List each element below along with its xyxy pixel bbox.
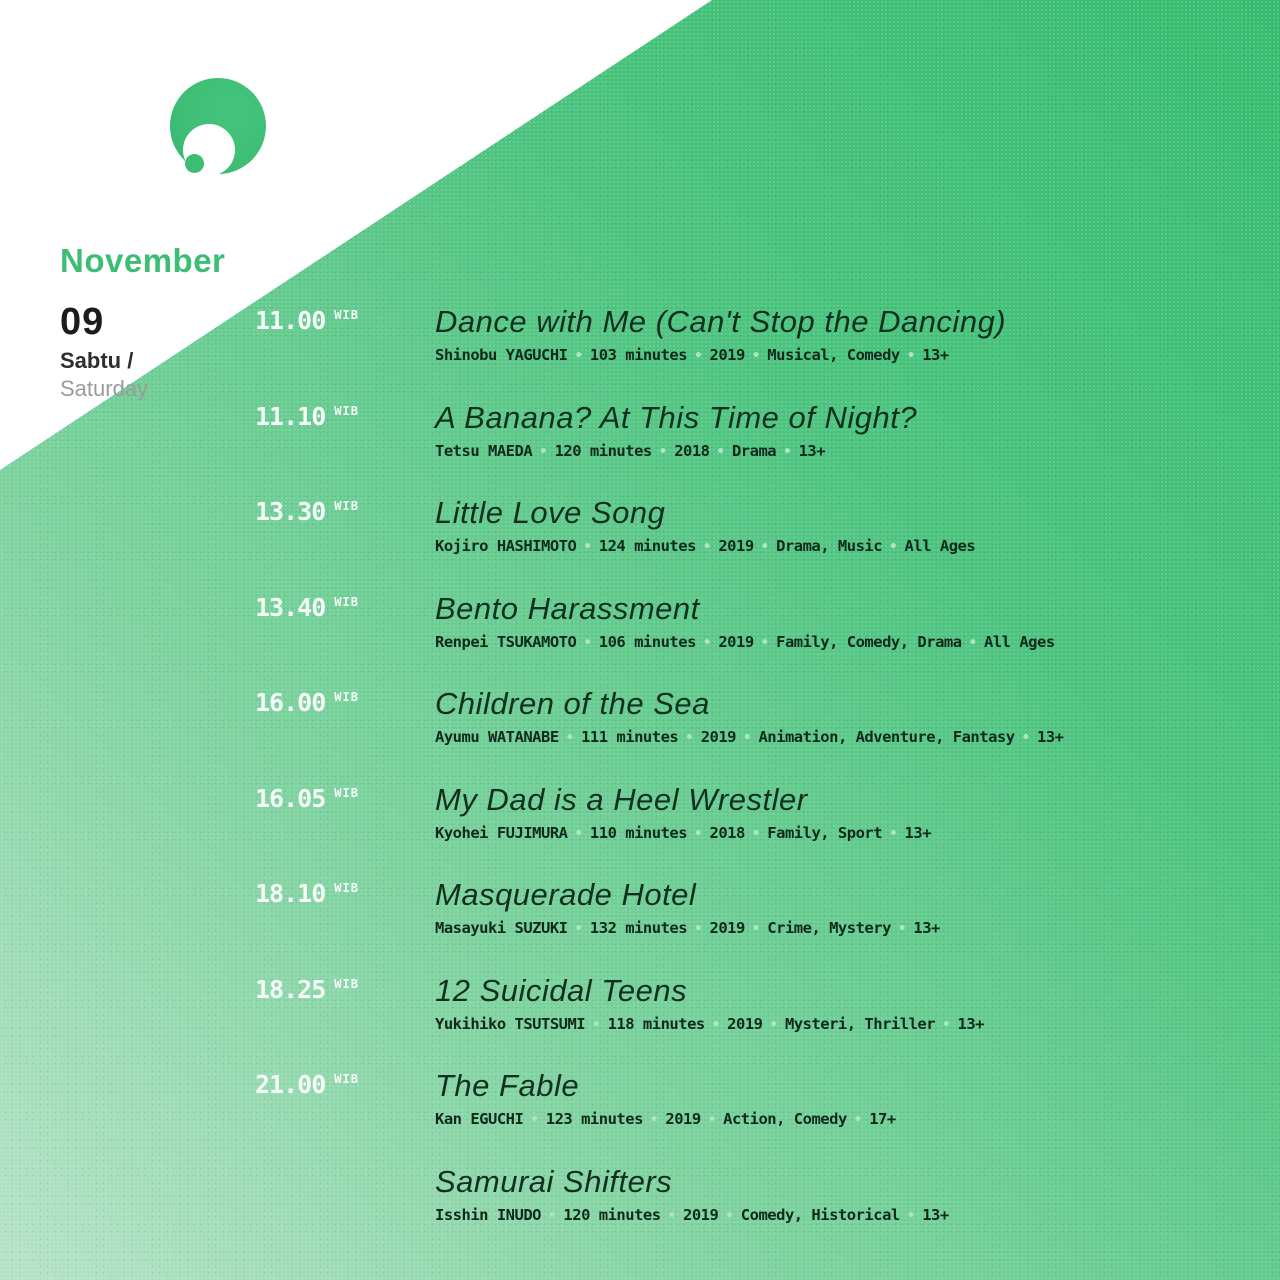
schedule-entry	[255, 1067, 1255, 1163]
screening-time: 21.00	[255, 1070, 326, 1099]
timezone-label: WIB	[334, 308, 359, 322]
film-info	[435, 781, 1255, 842]
film-genres: Drama, Music	[776, 537, 883, 556]
film-info	[435, 303, 1255, 364]
bullet-separator: •	[574, 921, 583, 938]
timezone-label: WIB	[334, 499, 359, 513]
film-genres: Drama	[731, 441, 777, 460]
screening-time-column	[255, 781, 435, 813]
film-title: Little Love Song	[435, 495, 666, 530]
screening-time: 13.40	[255, 592, 326, 622]
film-meta-line	[435, 824, 1255, 842]
film-genres: Animation, Adventure, Fantasy	[758, 728, 1015, 747]
japanese-film-festival-logo-icon	[170, 78, 270, 183]
film-info	[435, 972, 1255, 1033]
film-meta-line	[435, 346, 1255, 364]
bullet-separator: •	[853, 1112, 863, 1129]
bullet-separator: •	[725, 1207, 734, 1224]
film-director: Kan EGUCHI	[435, 1110, 524, 1129]
film-rating: 13+	[904, 823, 932, 842]
film-rating: 13+	[798, 441, 826, 460]
schedule-entry	[255, 399, 1255, 495]
schedule-entry	[255, 972, 1255, 1068]
film-rating: All Ages	[904, 537, 976, 556]
film-title: Masquerade Hotel	[435, 877, 697, 912]
film-title: 12 Suicidal Teens	[435, 972, 688, 1008]
bullet-separator: •	[711, 1016, 721, 1033]
bullet-separator: •	[769, 1016, 778, 1033]
film-director: Yukihiko TSUTSUMI	[435, 1014, 586, 1033]
screening-time: 16.05	[255, 783, 326, 813]
film-director: Ayumu WATANABE	[435, 728, 559, 747]
timezone-label: WIB	[334, 976, 359, 991]
film-director: Shinobu YAGUCHI	[435, 346, 568, 365]
film-meta-line	[435, 1015, 1255, 1033]
film-info	[435, 876, 1255, 937]
logo-dot	[185, 154, 204, 173]
bullet-separator: •	[685, 730, 694, 747]
film-title: Dance with Me (Can't Stop the Dancing)	[435, 304, 1007, 339]
film-duration: 120 minutes	[554, 441, 652, 460]
film-year: 2019	[700, 728, 737, 747]
bullet-separator: •	[707, 1112, 717, 1129]
film-director: Isshin INUDO	[435, 1205, 541, 1224]
schedule-entry	[255, 303, 1255, 399]
film-meta-line	[435, 633, 1255, 651]
film-title: Bento Harassment	[435, 590, 700, 626]
film-duration: 118 minutes	[607, 1014, 705, 1033]
film-title: Children of the Sea	[435, 686, 710, 721]
bullet-separator: •	[942, 1016, 951, 1033]
screening-time: 16.00	[255, 688, 326, 717]
schedule-entry	[255, 494, 1255, 590]
bullet-separator: •	[547, 1207, 557, 1224]
bullet-separator: •	[906, 1207, 916, 1224]
bullet-separator: •	[574, 825, 583, 842]
bullet-separator: •	[583, 539, 592, 556]
film-title: The Fable	[435, 1068, 580, 1103]
film-rating: All Ages	[984, 632, 1055, 651]
screening-time-column	[255, 399, 435, 431]
bullet-separator: •	[889, 825, 898, 842]
bullet-separator: •	[565, 730, 575, 747]
film-year: 2019	[665, 1110, 701, 1129]
film-info	[435, 590, 1255, 651]
film-meta-line	[435, 919, 1255, 937]
film-info	[435, 685, 1255, 746]
timezone-label: WIB	[334, 594, 359, 609]
film-info	[435, 1163, 1255, 1224]
screening-time: 18.10	[255, 879, 326, 908]
day-name-indonesian: Sabtu /	[60, 348, 134, 373]
film-duration: 110 minutes	[589, 823, 688, 842]
film-duration: 106 minutes	[598, 632, 696, 651]
film-genres: Comedy, Historical	[740, 1205, 900, 1224]
screening-time-column	[255, 972, 435, 1004]
bullet-separator: •	[783, 443, 792, 460]
screening-time-column	[255, 494, 435, 526]
film-year: 2019	[709, 346, 745, 365]
screening-time: 13.30	[255, 497, 326, 526]
schedule-entry	[255, 590, 1255, 686]
bullet-separator: •	[906, 348, 916, 365]
bullet-separator: •	[530, 1112, 539, 1129]
month-label: November	[60, 242, 226, 279]
film-director: Tetsu MAEDA	[435, 441, 533, 460]
screening-time-column	[255, 876, 435, 908]
film-rating: 13+	[913, 919, 940, 938]
film-meta-line	[435, 537, 1255, 555]
film-duration: 124 minutes	[598, 537, 696, 556]
bullet-separator: •	[760, 634, 770, 651]
film-info	[435, 494, 1255, 555]
bullet-separator: •	[702, 634, 712, 651]
film-duration: 123 minutes	[545, 1110, 643, 1129]
bullet-separator: •	[694, 825, 703, 842]
film-genres: Musical, Comedy	[767, 346, 900, 365]
film-meta-line	[435, 1110, 1255, 1128]
bullet-separator: •	[751, 921, 761, 938]
bullet-separator: •	[702, 539, 712, 556]
film-duration: 120 minutes	[563, 1205, 661, 1224]
film-year: 2019	[718, 632, 754, 651]
bullet-separator: •	[649, 1112, 659, 1129]
film-year: 2019	[718, 537, 754, 556]
screening-time: 18.25	[255, 974, 326, 1004]
bullet-separator: •	[694, 348, 703, 365]
film-title: Samurai Shifters	[435, 1163, 673, 1199]
film-year: 2018	[674, 441, 710, 460]
film-year: 2018	[709, 823, 745, 842]
film-title: My Dad is a Heel Wrestler	[435, 781, 808, 817]
screening-time-column	[255, 303, 435, 335]
bullet-separator: •	[592, 1016, 601, 1033]
film-director: Renpei TSUKAMOTO	[435, 632, 577, 651]
date-number: 09	[60, 301, 105, 343]
schedule-entry	[255, 1163, 1255, 1259]
timezone-label: WIB	[334, 881, 359, 895]
bullet-separator: •	[751, 348, 761, 365]
bullet-separator: •	[1021, 730, 1031, 747]
schedule-entry	[255, 781, 1255, 877]
screening-time-column	[255, 685, 435, 717]
bullet-separator: •	[694, 921, 703, 938]
film-rating: 13+	[1037, 728, 1064, 747]
bullet-separator: •	[751, 825, 761, 842]
film-genres: Family, Comedy, Drama	[776, 632, 962, 651]
screening-time-column	[255, 590, 435, 622]
film-year: 2019	[683, 1205, 719, 1224]
timezone-label: WIB	[334, 690, 359, 704]
film-director: Kojiro HASHIMOTO	[435, 537, 577, 556]
bullet-separator: •	[760, 539, 770, 556]
film-info	[435, 1067, 1255, 1128]
film-info	[435, 399, 1255, 460]
screening-time-column	[255, 1163, 435, 1195]
bullet-separator: •	[889, 539, 898, 556]
timezone-label: WIB	[334, 785, 359, 800]
timezone-label: WIB	[334, 1072, 359, 1086]
film-genres: Action, Comedy	[723, 1110, 847, 1129]
film-director: Kyohei FUJIMURA	[435, 823, 568, 842]
bullet-separator: •	[968, 634, 978, 651]
schedule-entry	[255, 876, 1255, 972]
timezone-label: WIB	[334, 403, 359, 418]
film-director: Masayuki SUZUKI	[435, 919, 568, 938]
bullet-separator: •	[743, 730, 752, 747]
schedule-list	[255, 303, 1255, 1258]
film-genres: Crime, Mystery	[767, 919, 891, 938]
film-rating: 13+	[922, 1205, 949, 1224]
film-year: 2019	[709, 919, 745, 938]
film-meta-line	[435, 442, 1255, 460]
film-duration: 111 minutes	[581, 728, 679, 747]
bullet-separator: •	[667, 1207, 677, 1224]
film-rating: 13+	[957, 1014, 985, 1033]
film-meta-line	[435, 728, 1255, 746]
film-genres: Family, Sport	[767, 823, 883, 842]
screening-time-column	[255, 1067, 435, 1099]
schedule-entry	[255, 685, 1255, 781]
screening-time: 11.00	[255, 306, 326, 335]
bullet-separator: •	[583, 634, 592, 651]
film-rating: 17+	[869, 1110, 896, 1129]
bullet-separator: •	[716, 443, 725, 460]
bullet-separator: •	[658, 443, 668, 460]
day-name-english: Saturday	[60, 376, 149, 401]
film-title: A Banana? At This Time of Night?	[435, 399, 918, 435]
bullet-separator: •	[539, 443, 548, 460]
screening-time: 11.10	[255, 401, 326, 431]
bullet-separator: •	[574, 348, 583, 365]
film-duration: 132 minutes	[589, 919, 688, 938]
film-genres: Mysteri, Thriller	[784, 1014, 936, 1033]
bullet-separator: •	[897, 921, 907, 938]
film-year: 2019	[727, 1014, 763, 1033]
film-meta-line	[435, 1206, 1255, 1224]
film-rating: 13+	[922, 346, 949, 365]
film-duration: 103 minutes	[589, 346, 688, 365]
